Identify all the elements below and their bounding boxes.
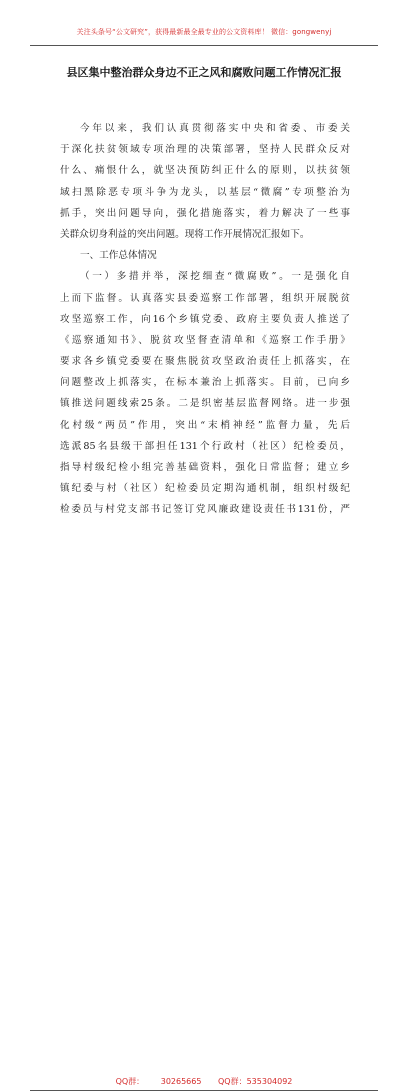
body-line: 镇推送问题线索25条。二是织密基层监督网络。进一步强 — [60, 398, 350, 410]
body-line: 于深化扶贫领域专项治理的决策部署，坚持人民群众反对 — [60, 144, 350, 156]
page-header — [0, 0, 408, 38]
body-line: 选派85名县级干部担任131个行政村（社区）纪检委员， — [60, 440, 350, 452]
body-line: 指导村级纪检小组完善基础资料，强化日常监督；建立乡 — [60, 462, 350, 473]
footer-qq-group-1: QQ群： 30265665 — [115, 1077, 202, 1086]
header-divider — [30, 45, 378, 46]
body-line: 要求各乡镇党委要在聚焦脱贫攻坚政治责任上抓落实，在 — [60, 356, 350, 368]
document-title: 县区集中整治群众身边不正之风和腐败问题工作情况汇报 — [66, 66, 342, 79]
body-line: 检委员与村党支部书记签订党风廉政建设责任书131份，严 — [60, 504, 350, 516]
body-line: 上而下监督。认真落实县委巡察工作部署，组织开展脱贫 — [60, 292, 350, 304]
body-line: 抓手，突出问题导向，强化措施落实，着力解决了一些事 — [60, 207, 350, 219]
body-line: 攻坚巡察工作，向16个乡镇党委、政府主要负责人推送了 — [60, 313, 350, 325]
body-line: 《巡察通知书》、脱贫攻坚督查清单和《巡察工作手册》 — [60, 334, 350, 346]
body-line: 今年以来，我们认真贯彻落实中央和省委、市委关 — [80, 123, 350, 134]
body-line: 化村级“两员”作用，突出“末梢神经”监督力量，先后 — [60, 419, 350, 431]
body-line: 域扫黑除恶专项斗争为龙头，以基层“微腐”专项整治为 — [60, 186, 350, 198]
body-line: （一）多措并举，深挖细查“微腐败”。一是强化自 — [80, 271, 350, 283]
page-footer — [0, 538, 408, 1086]
footer-qq-text — [0, 1076, 408, 1087]
body-line: 问题整改上抓落实，在标本兼治上抓落实。目前，已向乡 — [60, 377, 350, 389]
footer-qq-group-2: QQ群：535304092 — [218, 1077, 293, 1086]
body-line: 什么、痛恨什么，就坚决预防纠正什么的原则，以扶贫领 — [60, 165, 350, 177]
body-line: 镇纪委与村（社区）纪检委员定期沟通机制，组织村级纪 — [60, 483, 350, 495]
header-promo-text: 关注头条号“公文研究”，获得最新最全最专业的公文资料库！ 微信：gongwenyj — [76, 28, 332, 36]
document-body — [60, 118, 350, 521]
section-heading: 一、工作总体情况 — [80, 250, 157, 262]
body-line: 关群众切身利益的突出问题。现将工作开展情况汇报如下。 — [60, 228, 310, 240]
